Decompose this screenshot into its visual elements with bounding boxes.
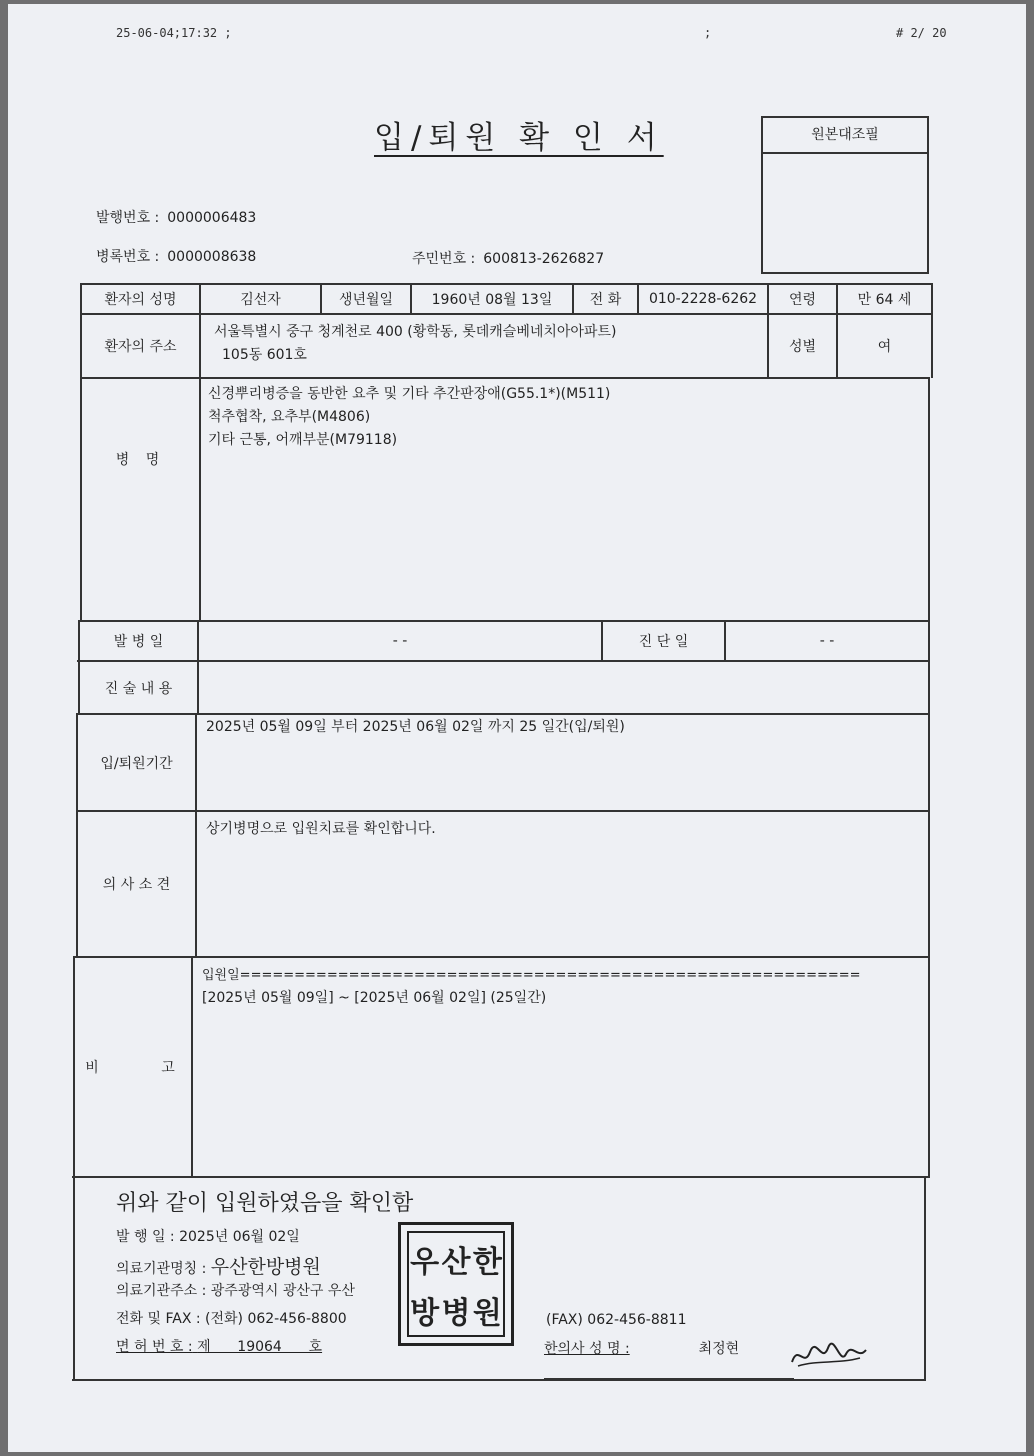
issue-number-value: 0000006483 bbox=[167, 210, 257, 226]
phone-value: 010-2228-6262 bbox=[648, 291, 758, 307]
issue-date bbox=[116, 1226, 300, 1246]
record-number-label: 병록번호 : bbox=[96, 249, 160, 265]
remarks-label-b: 고 bbox=[161, 1060, 175, 1076]
institution-name-value: 우산한방병원 bbox=[210, 1256, 321, 1278]
resident-number-value: 600813-2626827 bbox=[483, 251, 605, 267]
license-number-value: 제 19064 호 bbox=[197, 1339, 323, 1355]
remarks-line-2: [2025년 05월 09일] ~ [2025년 06월 02일] (25일간) bbox=[202, 990, 547, 1006]
issue-date-label: 발 행 일 : bbox=[116, 1229, 175, 1245]
issue-date-value: 2025년 06월 02일 bbox=[179, 1229, 300, 1245]
original-verification-label: 원본대조필 bbox=[763, 118, 927, 154]
onset-label: 발 병 일 bbox=[113, 634, 164, 650]
institution-address bbox=[116, 1280, 355, 1300]
institution-fax: (FAX) 062-456-8811 bbox=[546, 1312, 687, 1328]
address-label: 환자의 주소 bbox=[104, 339, 177, 355]
complaint-label: 진 술 내 용 bbox=[104, 680, 173, 697]
onset-value: - - bbox=[392, 633, 408, 649]
disease-line-3: 기타 근통, 어깨부분(M79118) bbox=[208, 432, 398, 448]
document-title: 입/퇴원 확 인 서 bbox=[374, 120, 664, 156]
phone-fax-label: 전화 및 FAX : bbox=[116, 1311, 201, 1327]
disease-label: 병 명 bbox=[115, 452, 166, 468]
issue-number bbox=[96, 207, 256, 227]
institution-address-value: 광주광역시 광산구 우산 bbox=[210, 1283, 355, 1299]
diagnosis-label: 진 단 일 bbox=[638, 634, 689, 650]
disease-line-2: 척추협착, 요추부(M4806) bbox=[208, 409, 371, 425]
fax-page-number: # 2/ 20 bbox=[896, 26, 947, 40]
confirmation-statement: 위와 같이 입원하였음을 확인함 bbox=[116, 1191, 414, 1216]
address-line-1: 서울특별시 중구 청계천로 400 (황학동, 롯데캐슬베네치아아파트) bbox=[214, 324, 617, 340]
period-value: 2025년 05월 09일 부터 2025년 06월 02일 까지 25 일간(입/퇴원) bbox=[206, 719, 625, 735]
stamp-char: 원 bbox=[472, 1295, 502, 1331]
original-verification-box bbox=[761, 116, 929, 274]
stamp-char: 방 bbox=[410, 1295, 440, 1331]
institution-seal-stamp bbox=[398, 1222, 514, 1346]
record-number bbox=[96, 246, 256, 266]
record-number-value: 0000008638 bbox=[167, 249, 257, 265]
fax-separator: ; bbox=[704, 26, 712, 40]
doctor-name-value: 최정현 bbox=[698, 1341, 740, 1357]
sex-value: 여 bbox=[877, 339, 892, 355]
issue-number-label: 발행번호 : bbox=[96, 210, 160, 226]
resident-number-label: 주민번호 : bbox=[412, 251, 476, 267]
institution-name-label: 의료기관명칭 : bbox=[116, 1261, 207, 1277]
birth-date-value: 1960년 08월 13일 bbox=[431, 292, 553, 308]
stamp-char: 병 bbox=[441, 1295, 471, 1331]
stamp-char: 한 bbox=[472, 1244, 502, 1280]
phone-label: 전 화 bbox=[589, 292, 622, 308]
doctor-signature-line bbox=[544, 1338, 739, 1358]
remarks-line-1: 입원일========================================================= bbox=[202, 968, 861, 983]
age-label: 연령 bbox=[788, 292, 817, 308]
disease-line-1: 신경뿌리병증을 동반한 요추 및 기타 추간판장애(G55.1*)(M511) bbox=[208, 386, 611, 402]
opinion-value: 상기병명으로 입원치료를 확인합니다. bbox=[206, 821, 436, 837]
age-value: 만 64 세 bbox=[857, 292, 912, 308]
institution-address-label: 의료기관주소 : bbox=[116, 1283, 207, 1299]
license-number bbox=[116, 1336, 322, 1356]
address-line-2: 105동 601호 bbox=[222, 347, 307, 363]
signature-underline bbox=[544, 1378, 794, 1380]
sex-label: 성별 bbox=[788, 339, 817, 355]
doctor-name-label: 한의사 성 명 : bbox=[544, 1341, 630, 1357]
remarks-label-a: 비 bbox=[85, 1060, 99, 1076]
phone-fax bbox=[116, 1308, 347, 1328]
fax-header bbox=[0, 26, 1034, 46]
stamp-char: 우 bbox=[410, 1244, 440, 1280]
patient-name-label: 환자의 성명 bbox=[104, 292, 177, 308]
period-label: 입/퇴원기간 bbox=[100, 755, 173, 772]
fax-timestamp: 25-06-04;17:32 ; bbox=[116, 26, 232, 40]
opinion-label: 의 사 소 견 bbox=[102, 877, 171, 893]
signature-mark bbox=[788, 1338, 870, 1374]
diagnosis-value: - - bbox=[819, 633, 835, 649]
patient-name-value: 김선자 bbox=[240, 292, 281, 308]
institution-name bbox=[116, 1252, 321, 1279]
institution-phone: (전화) 062-456-8800 bbox=[205, 1311, 347, 1327]
stamp-char: 산 bbox=[441, 1244, 471, 1280]
resident-number bbox=[412, 248, 604, 268]
license-number-label: 면 허 번 호 : bbox=[116, 1339, 193, 1355]
birth-date-label: 생년월일 bbox=[338, 292, 394, 308]
